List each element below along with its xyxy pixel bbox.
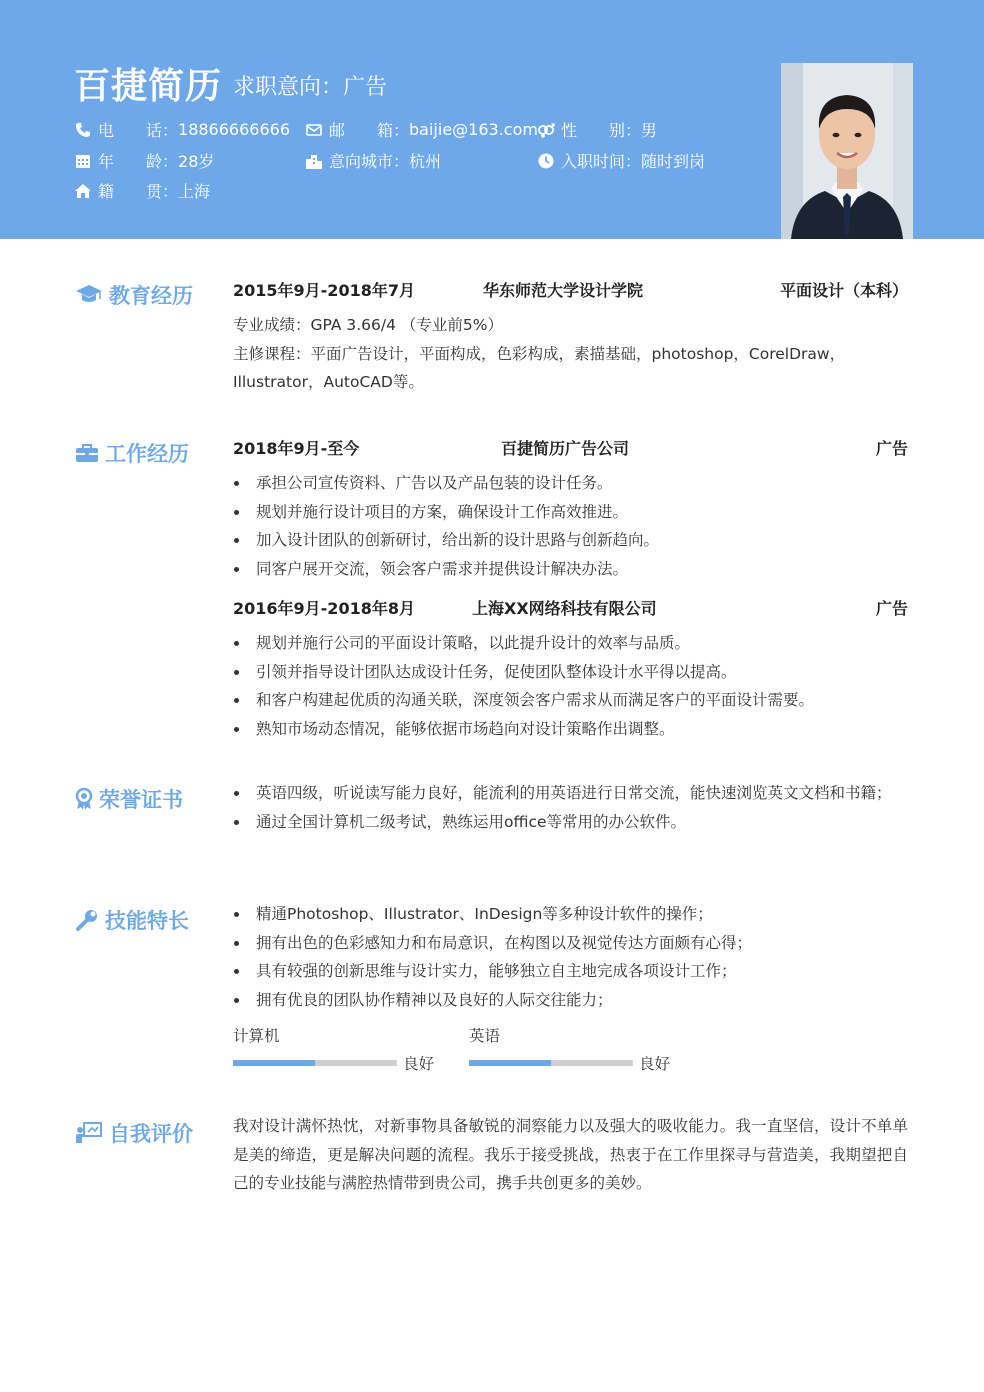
info-value: 杭州 xyxy=(409,152,442,171)
list-item: 精通Photoshop、Illustrator、InDesign等多种设计软件的操作； xyxy=(233,900,908,929)
resume-header xyxy=(0,0,984,239)
info-label: 籍 贯： xyxy=(98,182,179,201)
self-evaluation-text: 我对设计满怀热忱，对新事物具备敏锐的洞察能力以及强大的吸收能力。我一直坚信，设计不单单是美的缔造，更是解决问题的流程。我乐于接受挑战，热衷于在工作里探寻与营造美，我期望把自己的专业技能与满腔热情带到贵公司，携手共创更多的美妙。 xyxy=(233,1117,908,1192)
skill-bar-fill xyxy=(469,1060,551,1066)
list-item: 承担公司宣传资料、广告以及产品包装的设计任务。 xyxy=(233,469,908,498)
info-start xyxy=(537,149,705,172)
city-icon xyxy=(305,152,323,170)
skill-bar-fill xyxy=(233,1060,315,1066)
info-city xyxy=(305,149,441,172)
education-gpa: 专业成绩：GPA 3.66/4 （专业前5%） xyxy=(233,316,504,334)
skill-bar xyxy=(469,1060,633,1066)
info-hometown xyxy=(74,179,210,202)
profile-photo xyxy=(781,63,913,239)
job-intent: 求职意向：广告 xyxy=(233,75,388,100)
list-item: 规划并施行公司的平面设计策略，以此提升设计的效率与品质。 xyxy=(233,629,908,658)
job-role: 广告 xyxy=(875,439,908,458)
job-period: 2018年9月-至今 xyxy=(233,439,360,458)
info-label: 邮 箱： xyxy=(329,121,410,140)
list-item: 熟知市场动态情况，能够依据市场趋向对设计策略作出调整。 xyxy=(233,715,908,744)
info-value: 男 xyxy=(641,121,658,140)
education-period: 2015年9月-2018年7月 xyxy=(233,281,415,300)
home-icon xyxy=(74,182,92,200)
info-label: 意向城市： xyxy=(329,152,410,171)
calendar-icon xyxy=(74,152,92,170)
education-major: 平面设计（本科） xyxy=(779,281,908,300)
presentation-icon xyxy=(75,1121,103,1145)
list-item: 拥有优良的团队协作精神以及良好的人际交往能力； xyxy=(233,986,908,1015)
info-value: 随时到岗 xyxy=(641,152,706,171)
mail-icon xyxy=(305,121,323,139)
section-title-text: 工作经历 xyxy=(105,442,189,466)
job-row xyxy=(233,436,908,460)
info-gender xyxy=(537,118,657,141)
skill-level: 良好 xyxy=(639,1055,671,1073)
phone-icon xyxy=(74,121,92,139)
info-value: 18866666666 xyxy=(178,120,290,139)
resume-name: 百捷简历 xyxy=(74,66,223,107)
job-duties xyxy=(233,469,908,583)
education-school: 华东师范大学设计学院 xyxy=(483,281,644,300)
info-label: 年 龄： xyxy=(98,152,179,171)
honors-list xyxy=(233,779,908,836)
skill-level: 良好 xyxy=(403,1055,435,1073)
list-item: 具有较强的创新思维与设计实力，能够独立自主地完成各项设计工作； xyxy=(233,957,908,986)
gender-icon xyxy=(537,121,555,139)
info-value: baijie@163.com xyxy=(409,120,538,139)
job-company: 百捷简历广告公司 xyxy=(501,439,630,458)
list-item: 通过全国计算机二级考试，熟练运用office等常用的办公软件。 xyxy=(233,808,908,837)
clock-icon xyxy=(537,152,555,170)
section-title-text: 技能特长 xyxy=(105,909,189,933)
section-title-honors xyxy=(75,784,183,814)
info-label: 电 话： xyxy=(98,121,179,140)
info-age xyxy=(74,149,214,172)
education-row xyxy=(233,278,908,302)
list-item: 引领并指导设计团队达成设计任务，促使团队整体设计水平得以提高。 xyxy=(233,658,908,687)
briefcase-icon xyxy=(75,442,99,464)
info-label: 性 别： xyxy=(561,121,642,140)
job-role: 广告 xyxy=(875,599,908,618)
info-value: 28岁 xyxy=(178,152,215,171)
list-item: 同客户展开交流，领会客户需求并提供设计解决办法。 xyxy=(233,555,908,584)
skill-name: 英语 xyxy=(469,1027,501,1045)
section-title-text: 荣誉证书 xyxy=(99,788,183,812)
job-duties xyxy=(233,629,908,743)
list-item: 和客户构建起优质的沟通关联，深度领会客户需求从而满足客户的平面设计需要。 xyxy=(233,686,908,715)
info-phone xyxy=(74,118,290,141)
skills-list xyxy=(233,900,908,1014)
list-item: 加入设计团队的创新研讨，给出新的设计思路与创新趋向。 xyxy=(233,526,908,555)
info-email xyxy=(305,118,538,141)
education-details xyxy=(233,311,908,397)
job-period: 2016年9月-2018年8月 xyxy=(233,599,415,618)
skill-bar xyxy=(233,1060,397,1066)
skill-name: 计算机 xyxy=(233,1027,280,1045)
list-item: 拥有出色的色彩感知力和布局意识，在构图以及视觉传达方面颇有心得； xyxy=(233,929,908,958)
award-ribbon-icon xyxy=(75,787,93,811)
education-courses: 主修课程：平面广告设计，平面构成，色彩构成，素描基础，photoshop，CorelDraw，Illustrator，AutoCAD等。 xyxy=(233,344,846,391)
list-item: 英语四级，听说读写能力良好，能流利的用英语进行日常交流，能快速浏览英文文档和书籍； xyxy=(233,779,908,808)
section-title-text: 自我评价 xyxy=(109,1122,193,1146)
section-title-skills xyxy=(75,905,189,935)
info-label: 入职时间： xyxy=(561,152,642,171)
section-title-work xyxy=(75,438,189,468)
graduation-cap-icon xyxy=(75,283,103,307)
list-item: 规划并施行设计项目的方案，确保设计工作高效推进。 xyxy=(233,498,908,527)
job-company: 上海XX网络科技有限公司 xyxy=(472,599,657,618)
section-title-education xyxy=(75,280,193,310)
section-title-text: 教育经历 xyxy=(109,284,193,308)
job-row xyxy=(233,596,908,620)
avatar-illustration xyxy=(781,63,913,239)
wrench-icon xyxy=(75,908,99,932)
info-value: 上海 xyxy=(178,182,211,201)
section-title-self xyxy=(75,1118,193,1148)
